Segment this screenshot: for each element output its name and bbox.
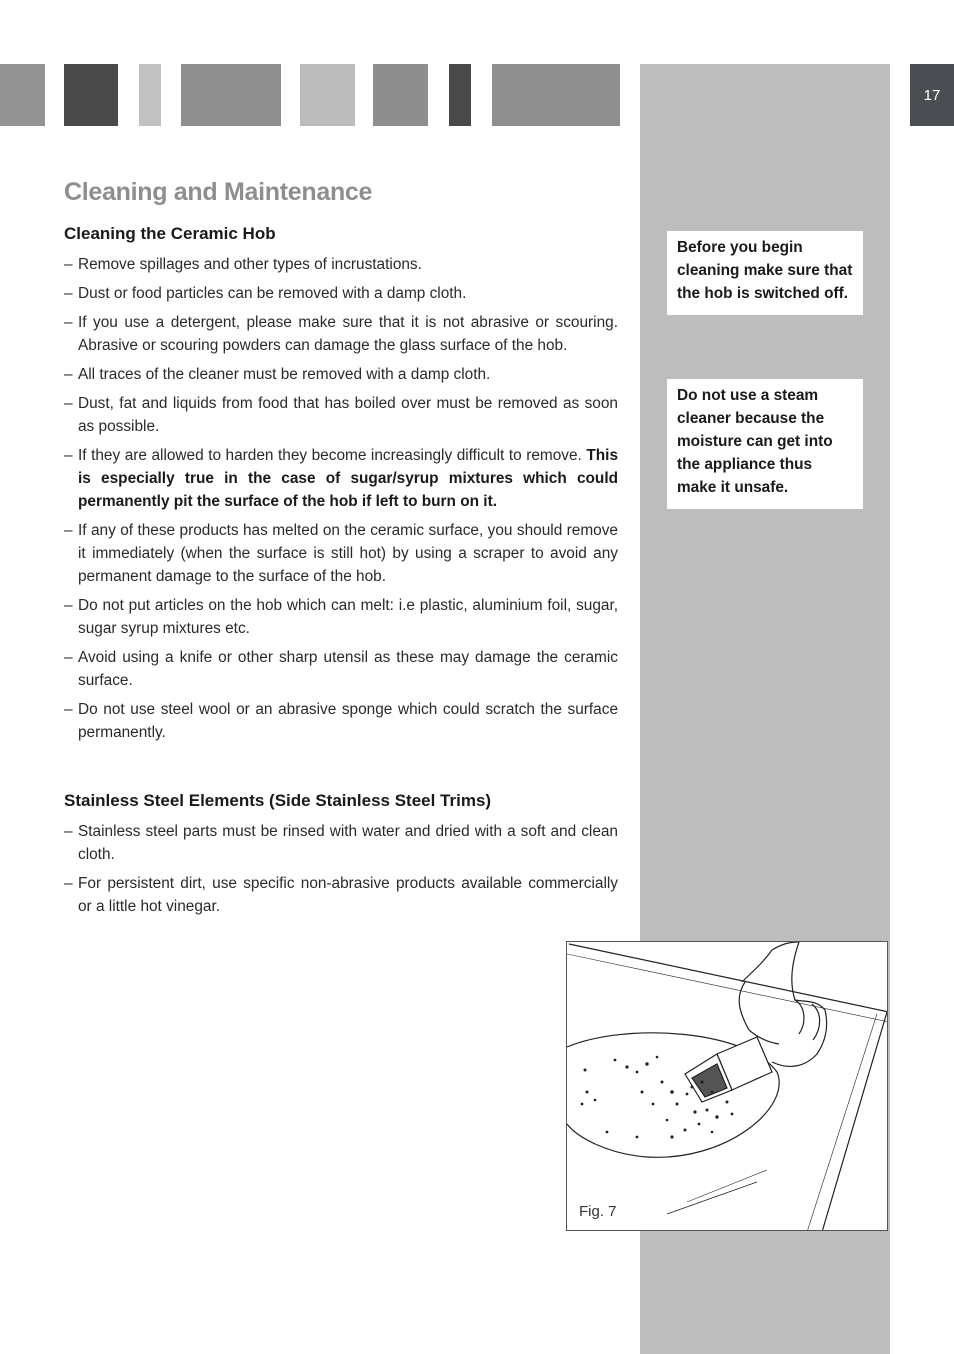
figure-7: [566, 941, 888, 1231]
stainless-steel-list: [64, 820, 618, 924]
list-item: – Avoid using a knife or other sharp utensil as these may damage the ceramic surface.: [64, 646, 618, 692]
list-item: – Do not put articles on the hob which can melt: i.e plastic, aluminium foil, sugar, sugar syrup mixtures etc.: [64, 594, 618, 640]
section-heading-ceramic-hob: Cleaning the Ceramic Hob: [64, 224, 276, 243]
note-steam-cleaner: Do not use a steam cleaner because the moisture can get into the appliance thus make it unsafe.: [667, 379, 863, 509]
list-item: – If you use a detergent, please make sure that it is not abrasive or scouring. Abrasive or scouring powders can damage the glass surface of the hob.: [64, 311, 618, 357]
list-item-bold-warning: This is especially true in the case of sugar/syrup mixtures which could permanently pit the surface of the hob if left to burn on it.: [78, 447, 618, 510]
section-heading-stainless-steel: Stainless Steel Elements (Side Stainless Steel Trims): [64, 791, 492, 810]
header-bar-7: [449, 64, 471, 126]
header-bar-2: [64, 64, 118, 126]
list-item: – Dust, fat and liquids from food that has boiled over must be removed as soon as possible.: [64, 392, 618, 438]
list-item: [64, 444, 618, 513]
list-item: – All traces of the cleaner must be removed with a damp cloth.: [64, 363, 618, 386]
list-item: – Do not use steel wool or an abrasive sponge which could scratch the surface permanently.: [64, 698, 618, 744]
header-bar-4: [181, 64, 281, 126]
hand-scraper-illustration: [567, 942, 888, 1231]
figure-caption: Fig. 7: [579, 1203, 617, 1220]
list-item: – For persistent dirt, use specific non-abrasive products available commercially or a little hot vinegar.: [64, 872, 618, 918]
list-item: – Stainless steel parts must be rinsed with water and dried with a soft and clean cloth.: [64, 820, 618, 866]
note-switch-off: Before you begin cleaning make sure that the hob is switched off.: [667, 231, 863, 315]
list-item: – Dust or food particles can be removed with a damp cloth.: [64, 282, 618, 305]
header-bar-8: [492, 64, 620, 126]
header-bar-5: [300, 64, 355, 126]
page-number: 17: [910, 64, 954, 126]
ceramic-hob-list: [64, 253, 618, 750]
list-item: – Remove spillages and other types of incrustations.: [64, 253, 618, 276]
header-bar-1: [0, 64, 45, 126]
header-bar-3: [139, 64, 161, 126]
list-item-text: If they are allowed to harden they become increasingly difficult to remove.: [78, 447, 582, 464]
header-bar-6: [373, 64, 428, 126]
page-title: Cleaning and Maintenance: [64, 178, 373, 206]
list-item: – If any of these products has melted on the ceramic surface, you should remove it immediately (when the surface is still hot) by using a scraper to avoid any permanent damage to the surface of the hob.: [64, 519, 618, 588]
